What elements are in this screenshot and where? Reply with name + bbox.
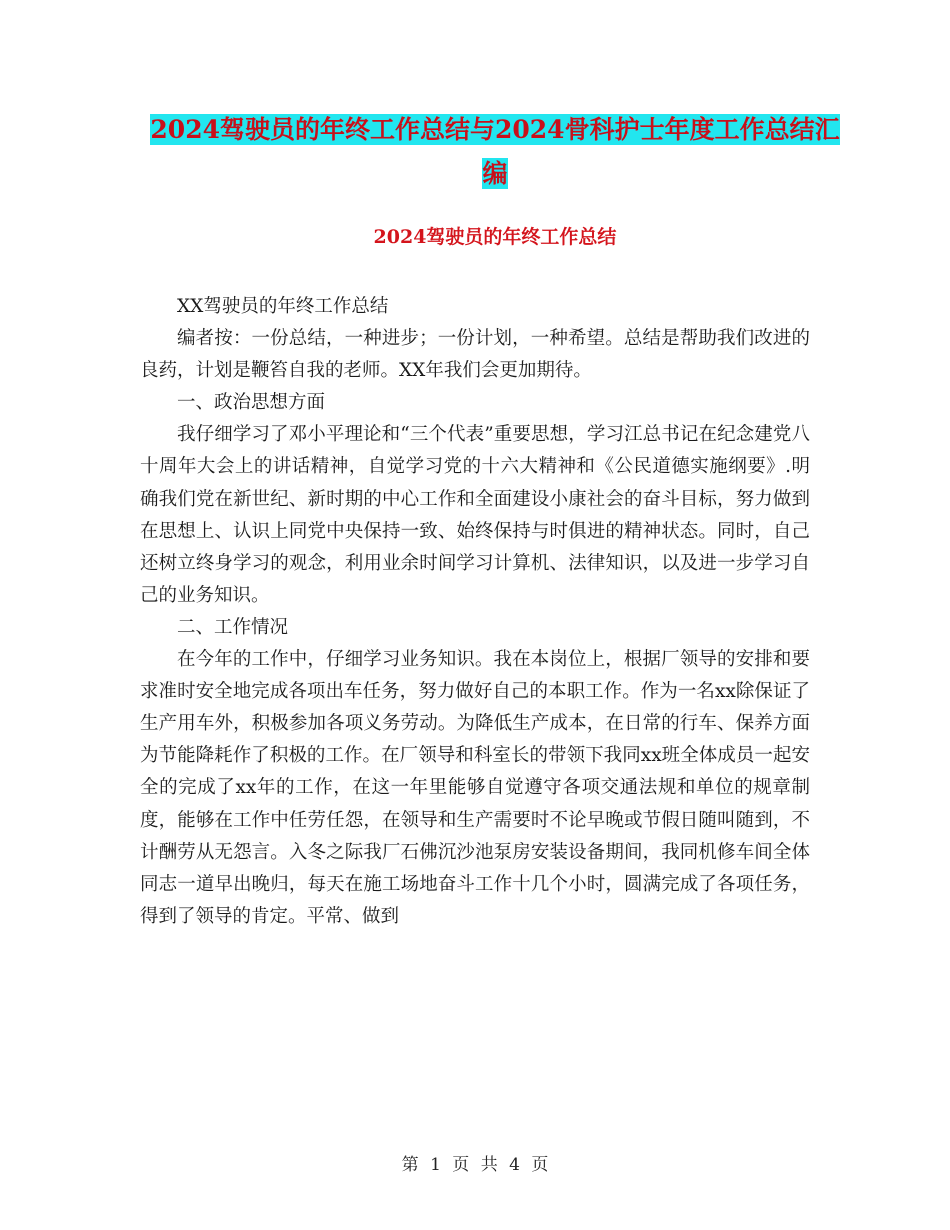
document-title-text: 2024驾驶员的年终工作总结与2024骨科护士年度工作总结汇编 — [150, 115, 840, 188]
paragraph-subtitle: XX驾驶员的年终工作总结 — [177, 296, 389, 317]
section-title: 2024驾驶员的年终工作总结 — [373, 226, 617, 248]
document-title — [140, 108, 850, 196]
paragraph-heading-work: 二、工作情况 — [177, 616, 289, 638]
paragraph-heading-politics: 一、政治思想方面 — [177, 392, 326, 414]
paragraph-politics: 我仔细学习了邓小平理论和“三个代表”重要思想，学习江总书记在纪念建党八十周年大会上的讲话精神，自觉学习党的十六大精神和《公民道德实施纲要》.明确我们党在新世纪、新时期的中心工作和全面建设小康社会的奋斗目标，努力做到在思想上、认识上同党中央保持一致、始终保持与时俱进的精神状态。同时，自己还树立终身学习的观念，利用业余时间学习计算机、法律知识，以及进一步学习自己的业务知识。 — [140, 424, 810, 606]
paragraph-editor-note: 编者按：一份总结，一种进步；一份计划，一种希望。总结是帮助我们改进的良药，计划是鞭笞自我的老师。XX年我们会更加期待。 — [140, 328, 810, 382]
document-body — [140, 291, 810, 933]
page-number-footer: 第 1 页 共 4 页 — [401, 1155, 549, 1175]
paragraph-work: 在今年的工作中，仔细学习业务知识。我在本岗位上，根据厂领导的安排和要求准时安全地完成各项出车任务，努力做好自己的本职工作。作为一名xx除保证了生产用车外，积极参加各项义务劳动。为降低生产成本，在日常的行车、保养方面为节能降耗作了积极的工作。在厂领导和科室长的带领下我同xx班全体成员一起安全的完成了xx年的工作，在这一年里能够自觉遵守各项交通法规和单位的规章制度，能够在工作中任劳任怨，在领导和生产需要时不论早晚或节假日随叫随到，不计酬劳从无怨言。入冬之际我厂石佛沉沙池泵房安装设备期间，我同机修车间全体同志一道早出晚归，每天在施工场地奋斗工作十几个小时，圆满完成了各项任务，得到了领导的肯定。平常、做到 — [140, 649, 810, 927]
